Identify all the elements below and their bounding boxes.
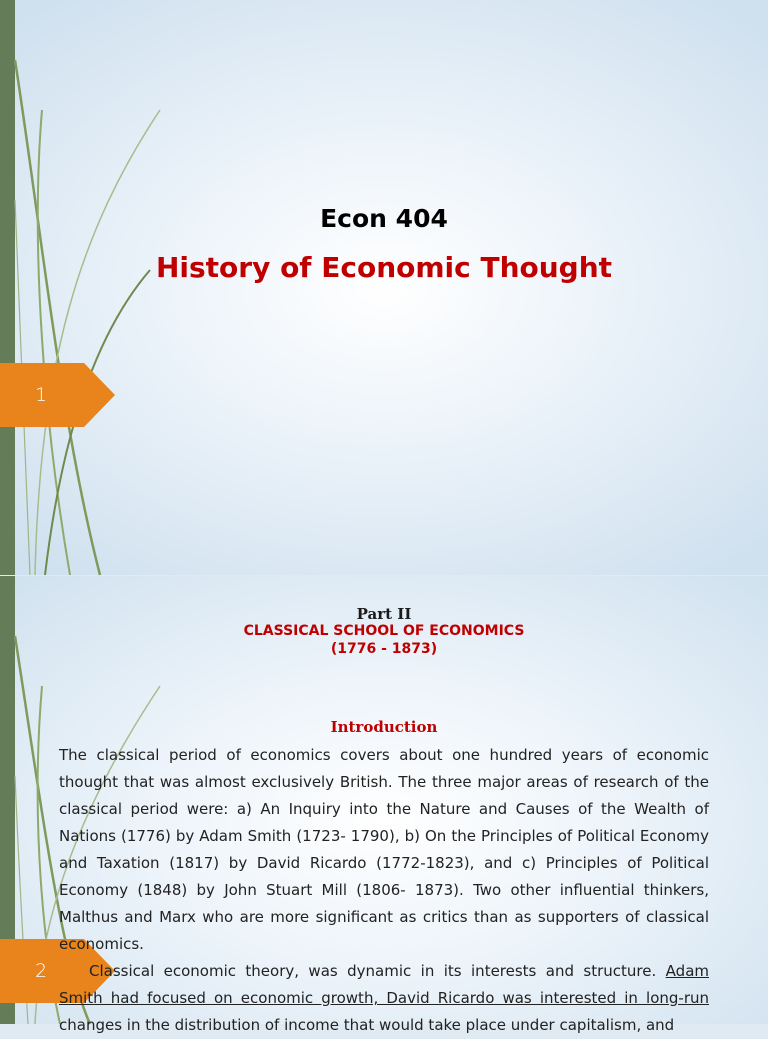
section-title: CLASSICAL SCHOOL OF ECONOMICS: [243, 623, 525, 639]
slide-number: 2: [34, 960, 48, 982]
slide-title: History of Economic Thought: [155, 251, 613, 284]
slide-2: [0, 576, 768, 1034]
body-text: [59, 742, 709, 1039]
paragraph-2-start: Classical economic theory, was dynamic in its interests and structure.: [89, 962, 666, 980]
course-title: Econ 404: [320, 204, 448, 233]
section-dates: (1776 - 1873): [330, 641, 438, 657]
paragraph-2-underlined: Adam Smith had focused on economic growth, David Ricardo was interested in long-run: [59, 962, 709, 1007]
slide-number: 1: [34, 384, 48, 406]
paragraph-2: [59, 958, 709, 1039]
paragraph-1: The classical period of economics covers about one hundred years of economic thought that was almost exclusively British. The three major areas of research of the classical period were: a) An Inquiry into the Nature and Causes of the Wealth of Nations (1776) by Adam Smith (1723- 1790), b) On the Principles of Political Economy and Taxation (1817) by David Ricardo (1772-1823), and c) Principles of Political Economy (1848) by John Stuart Mill (1806- 1873). Two other influential thinkers, Malthus and Marx who are more significant as critics than as supporters of classical economics.: [59, 746, 709, 953]
paragraph-2-rest: changes in the distribution of income that would take place under capitalism, and: [59, 1016, 675, 1034]
decorative-swoosh: [0, 0, 200, 575]
part-label: Part II: [356, 605, 412, 623]
introduction-heading: Introduction: [330, 718, 438, 736]
